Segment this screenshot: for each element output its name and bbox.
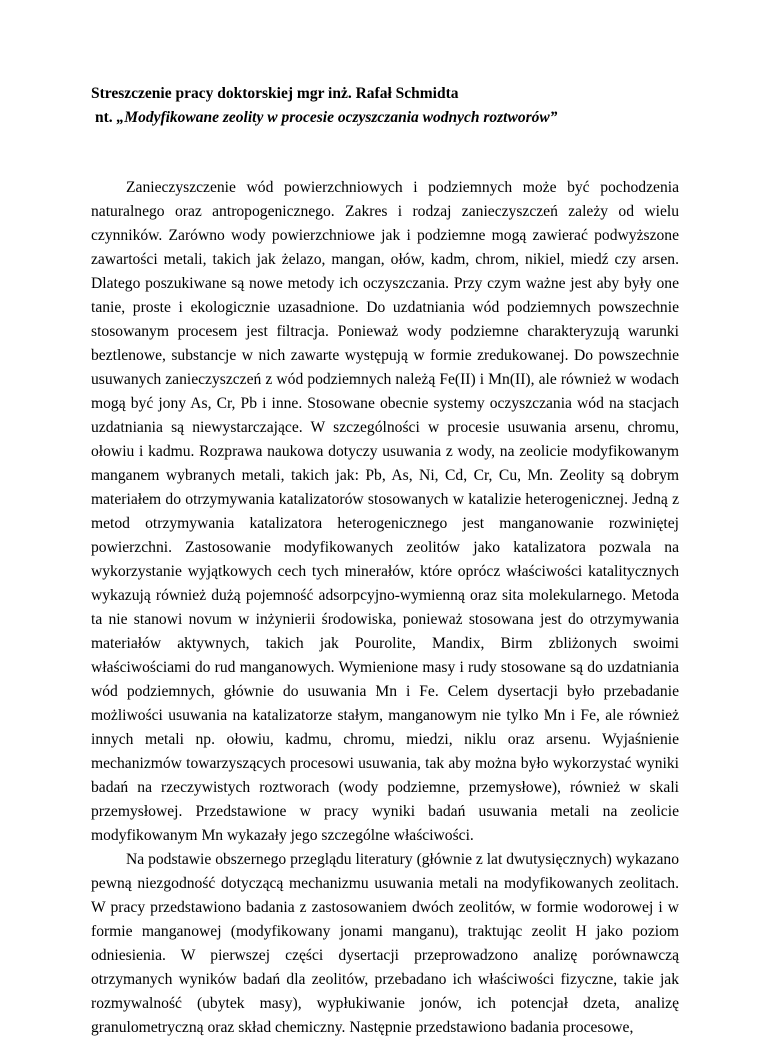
document-page [91,82,679,1040]
paragraph-1: Zanieczyszczenie wód powierzchniowych i podziemnych może być pochodzenia naturalnego oraz antropogenicznego. Zakres i rodzaj zanieczyszczeń zależy od wielu czynników. Zarówno wody powierzchniowe jak i podziemne mogą zawierać podwyższone zawartości metali, takich jak żelazo, mangan, ołów, kadm, chrom, nikiel, miedź czy arsen. Dlatego poszukiwane są nowe metody ich oczyszczania. Przy czym ważne jest aby były one tanie, proste i ekologicznie uzasadnione. Do uzdatniania wód podziemnych powszechnie stosowanym procesem jest filtracja. Ponieważ wody podziemne charakteryzują warunki beztlenowe, substancje w nich zawarte występują w formie zredukowanej. Do powszechnie usuwanych zanieczyszczeń z wód podziemnych należą Fe(II) i Mn(II), ale również w wodach mogą być jony As, Cr, Pb i inne. Stosowane obecnie systemy oczyszczania wód na stacjach uzdatniania są niewystarczające. W szczególności w procesie usuwania arsenu, chromu, ołowiu i kadmu. Rozprawa naukowa dotyczy usuwania z wody, na zeolicie modyfikowanym manganem wybranych metali, takich jak: Pb, As, Ni, Cd, Cr, Cu, Mn. Zeolity są dobrym materiałem do otrzymywania katalizatorów stosowanych w katalizie heterogenicznej. Jedną z metod otrzymywania katalizatora heterogenicznego jest manganowanie rozwiniętej powierzchni. Zastosowanie modyfikowanych zeolitów jako katalizatora pozwala na wykorzystanie wyjątkowych cech tych minerałów, które oprócz właściwości katalitycznych wykazują również dużą pojemność adsorpcyjno-wymienną oraz sita molekularnego. Metoda ta nie stanowi novum w inżynierii środowiska, ponieważ stosowana jest do otrzymywania materiałów aktywnych, takich jak Pourolite, Mandix, Birm zbliżonych swoimi właściwościami do rud manganowych. Wymienione masy i rudy stosowane są do uzdatniania wód podziemnych, głównie do usuwania Mn i Fe. Celem dysertacji było przebadanie możliwości usuwania na katalizatorze stałym, manganowym nie tylko Mn i Fe, ale również innych metali np. ołowiu, kadmu, chromu, miedzi, niklu oraz arsenu. Wyjaśnienie mechanizmów towarzyszących procesowi usuwania, tak aby można było wykorzystać wyniki badań na rzeczywistych roztworach (wody podziemne, przemysłowe), również w skali przemysłowej. Przedstawione w pracy wyniki badań usuwania metali na zeolicie modyfikowanym Mn wykazały jego szczególne właściwości. [91,179,679,844]
document-subtitle [91,106,679,130]
subtitle-prefix: nt. [95,109,117,126]
subtitle-thesis-title: „Modyfikowane zeolity w procesie oczyszczania wodnych roztworów” [116,109,558,126]
paragraph-2: Na podstawie obszernego przeglądu literatury (głównie z lat dwutysięcznych) wykazano pewną niezgodność dotyczącą mechanizmu usuwania metali na modyfikowanych zeolitach. W pracy przedstawiono badania z zastosowaniem dwóch zeolitów, w formie wodorowej i w formie manganowej (modyfikowany jonami manganu), traktując zeolit H jako poziom odniesienia. W pierwszej części dysertacji przeprowadzono analizę porównawczą otrzymanych wyników badań dla zeolitów, przebadano ich właściwości fizyczne, takie jak rozmywalność (ubytek masy), wypłukiwanie jonów, ich potencjał dzeta, analizę granulometryczną oraz skład chemiczny. Następnie przedstawiono badania procesowe, [91,851,679,1036]
document-body [91,176,679,1040]
document-title: Streszczenie pracy doktorskiej mgr inż. Rafał Schmidta [91,85,459,102]
